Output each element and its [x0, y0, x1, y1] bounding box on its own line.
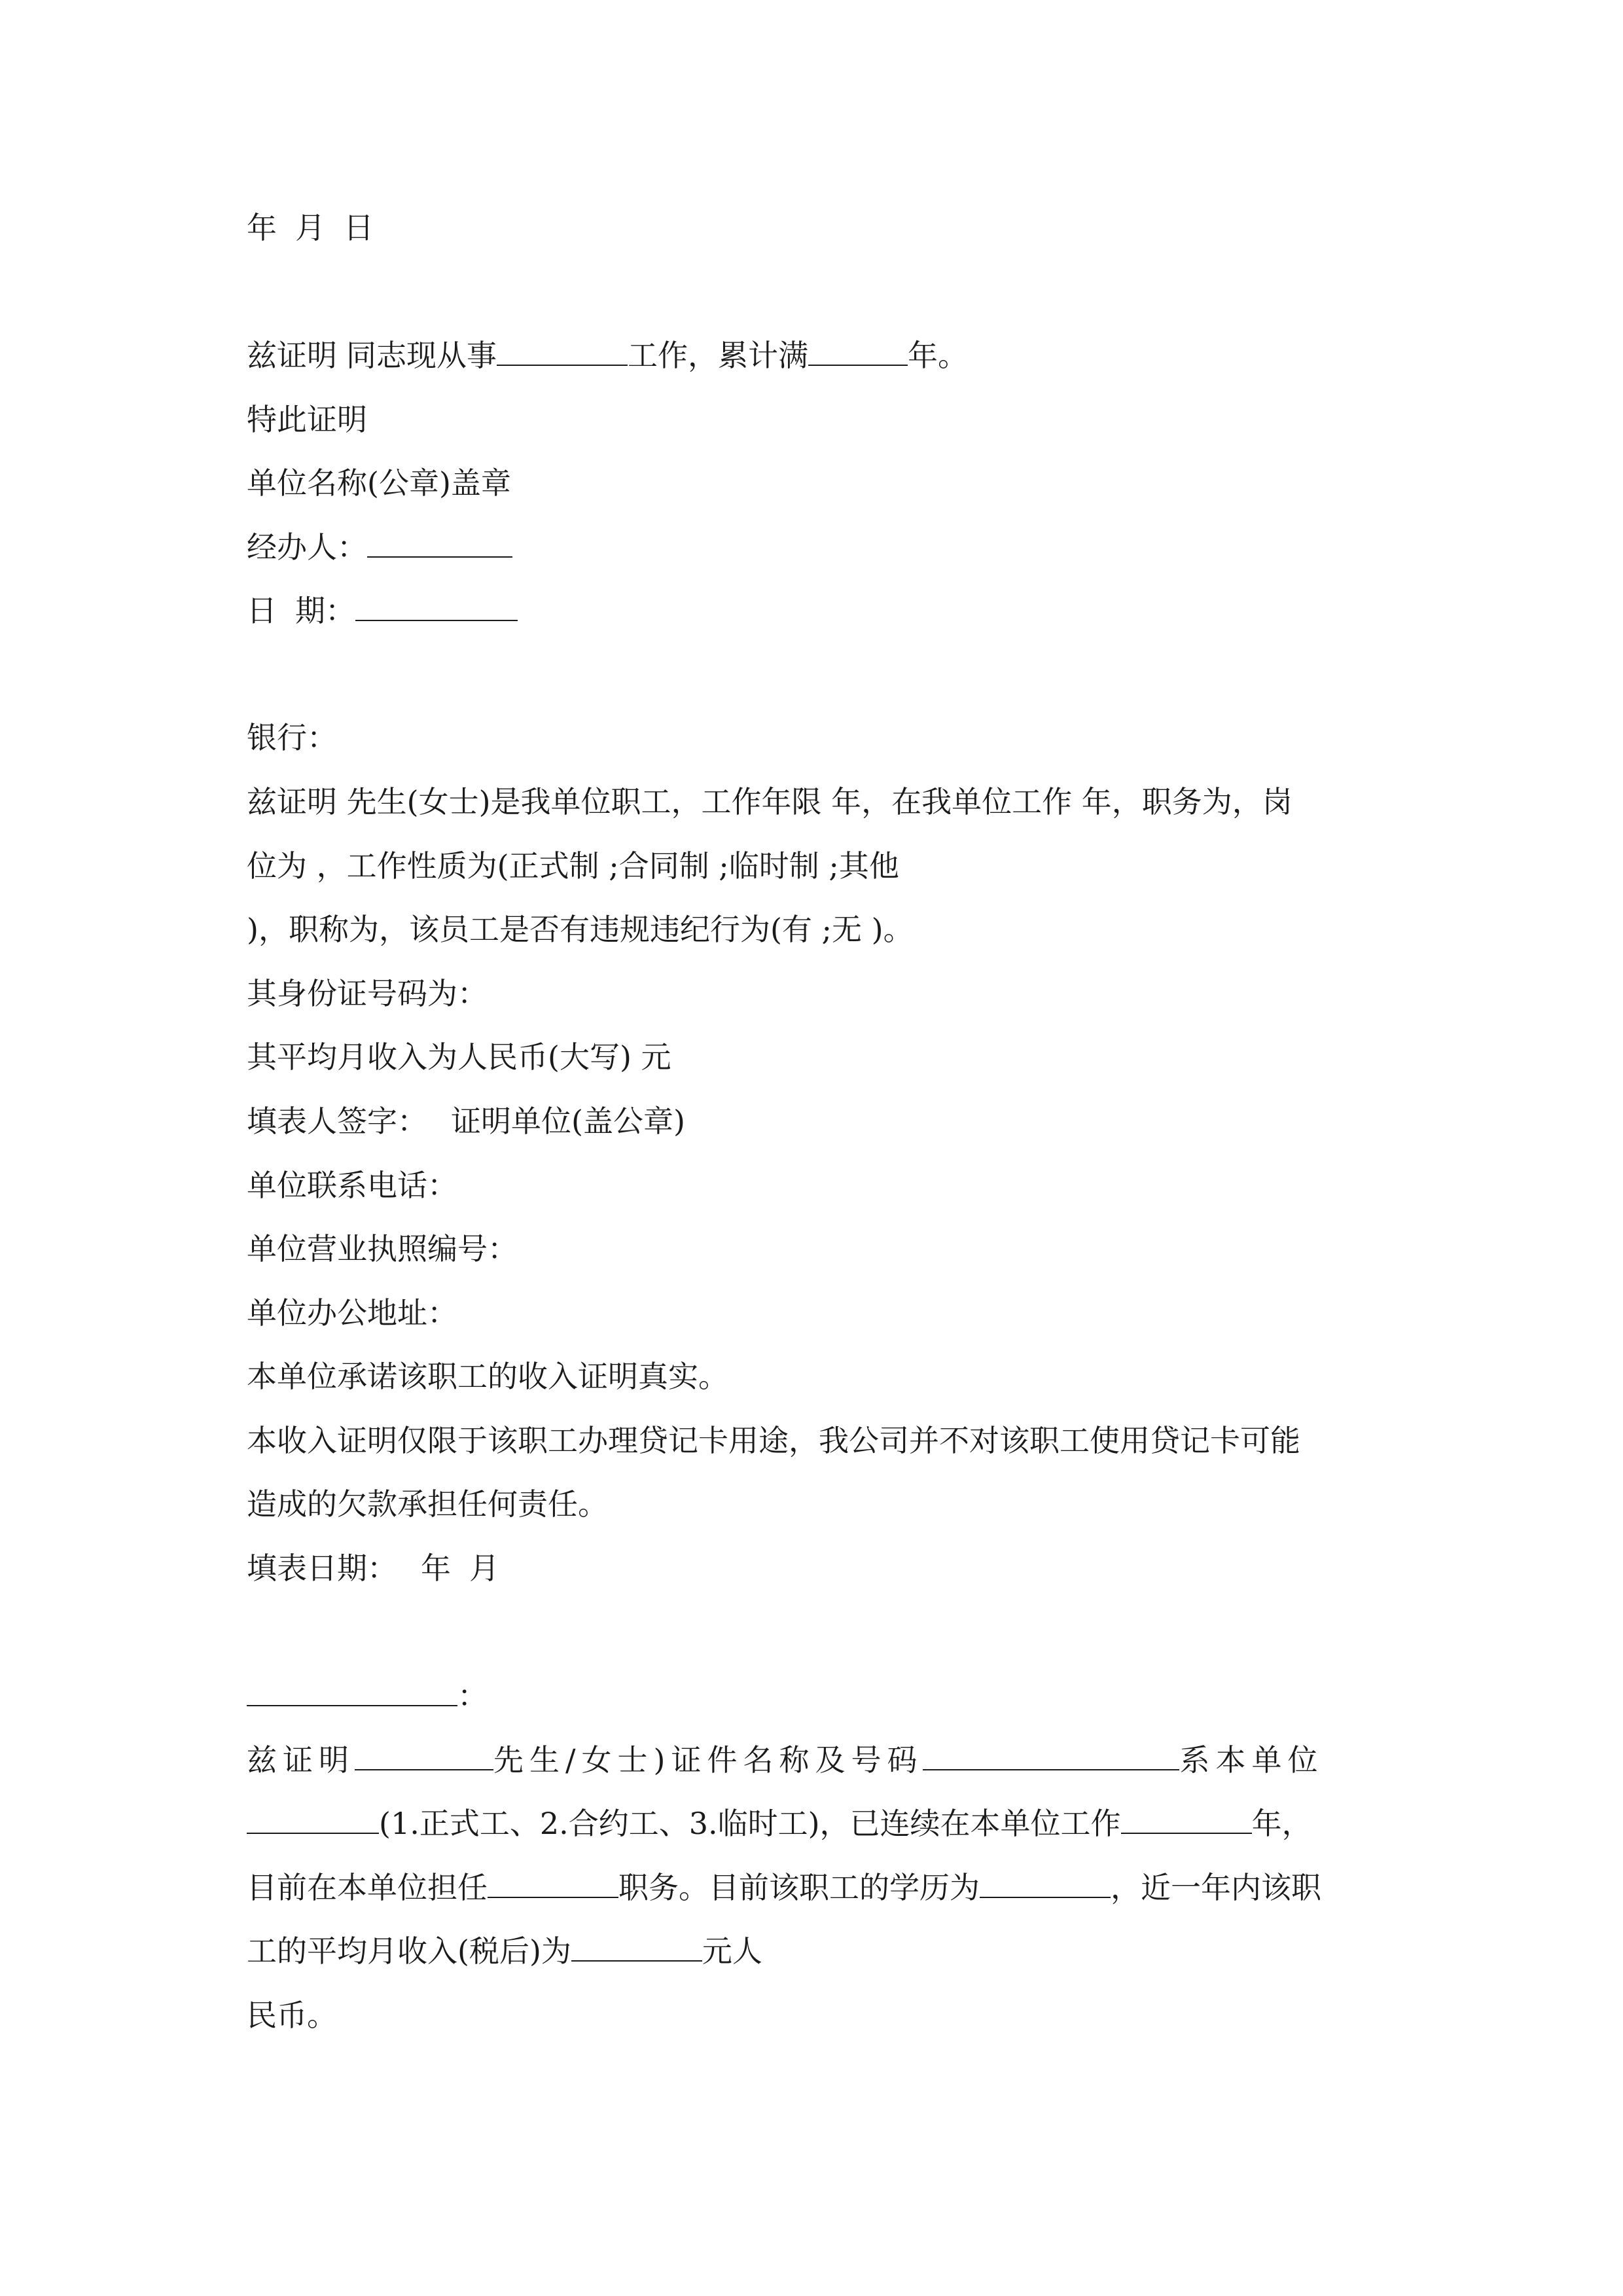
bank-line: 银行： [247, 720, 337, 755]
cert-text: 职务。目前该职工的学历为 [618, 1870, 980, 1905]
blank-field [1121, 1804, 1252, 1834]
cert-text: 工的平均月收入(税后)为 [247, 1933, 571, 1969]
blank-field [571, 1931, 702, 1962]
para-line: 位为 ，工作性质为(正式制 ;合同制 ;临时制 ;其他 [247, 848, 899, 884]
handler-line [247, 528, 512, 567]
cert-text: ，近一年内该职 [1111, 1870, 1321, 1905]
cert-unit-label: 证明单位(盖公章) [451, 1103, 685, 1139]
cert-text: 先生/女士)证件名称及号码 [493, 1742, 923, 1778]
proof-text: 年。 [908, 338, 968, 373]
limit-line: 造成的欠款承担任何责任。 [247, 1486, 608, 1522]
blank-field [367, 528, 512, 558]
unit-seal-line: 单位名称(公章)盖章 [247, 465, 511, 501]
blank-field [488, 1868, 618, 1898]
day-char: 日 [344, 210, 374, 245]
para-line: )，职称为，该员工是否有违规违纪行为(有 ;无 )。 [247, 912, 914, 947]
blank-field [808, 336, 908, 366]
limit-line: 本收入证明仅限于该职工办理贷记卡用途，我公司并不对该职工使用贷记卡可能 [247, 1423, 1300, 1458]
blank-field [355, 1740, 493, 1770]
id-number-line: 其身份证号码为： [247, 976, 488, 1011]
date-label: 期： [295, 593, 355, 628]
blank-field [980, 1868, 1111, 1898]
fill-date-label: 填表日期： [247, 1551, 397, 1586]
fill-year: 年 [421, 1551, 451, 1586]
para-line: 兹证明 先生(女士)是我单位职工，工作年限 年，在我单位工作 年，职务为，岗 [247, 784, 1293, 819]
signer-label: 填表人签字： [247, 1103, 427, 1139]
proof-text: 兹证明 [247, 338, 337, 373]
blank-field [923, 1740, 1179, 1770]
proof-text: 工作，累计满 [628, 338, 808, 373]
cert-line [247, 1868, 1321, 1907]
date-line-2 [247, 591, 518, 630]
promise-line: 本单位承诺该职工的收入证明真实。 [247, 1359, 728, 1394]
addressee-line [247, 1676, 488, 1715]
date-label: 日 [247, 593, 277, 628]
license-line: 单位营业执照编号： [247, 1231, 518, 1266]
cert-line [247, 1931, 762, 1971]
cert-text: 元人 [702, 1933, 762, 1969]
cert-line [247, 1740, 1323, 1780]
cert-text: 目前在本单位担任 [247, 1870, 488, 1905]
fill-month: 月 [469, 1551, 499, 1586]
cert-text: 系本单位 [1179, 1742, 1324, 1778]
month-char: 月 [295, 210, 325, 245]
blank-field [247, 1676, 457, 1706]
cert-text: 兹证明 [247, 1742, 355, 1778]
phone-line: 单位联系电话： [247, 1168, 457, 1203]
special-proof: 特此证明 [247, 402, 367, 437]
colon: ： [457, 1678, 488, 1713]
income-line: 其平均月收入为人民币(大写) 元 [247, 1039, 671, 1075]
blank-field [355, 591, 518, 621]
year-char: 年 [247, 210, 277, 245]
cert-text: 年， [1251, 1806, 1312, 1841]
blank-field [247, 1804, 379, 1834]
handler-label: 经办人： [247, 529, 367, 565]
proof-text: 同志现从事 [346, 338, 497, 373]
fill-date-line [247, 1549, 499, 1588]
work-proof-line [247, 336, 968, 375]
address-line: 单位办公地址： [247, 1295, 457, 1331]
cert-text: (1.正式工、2.合约工、3.临时工)，已连续在本单位工作 [379, 1806, 1121, 1841]
cert-line: 民币。 [247, 1998, 337, 2033]
date-line [247, 208, 374, 247]
signer-line [247, 1102, 685, 1141]
cert-line [247, 1804, 1312, 1843]
blank-field [497, 336, 628, 366]
